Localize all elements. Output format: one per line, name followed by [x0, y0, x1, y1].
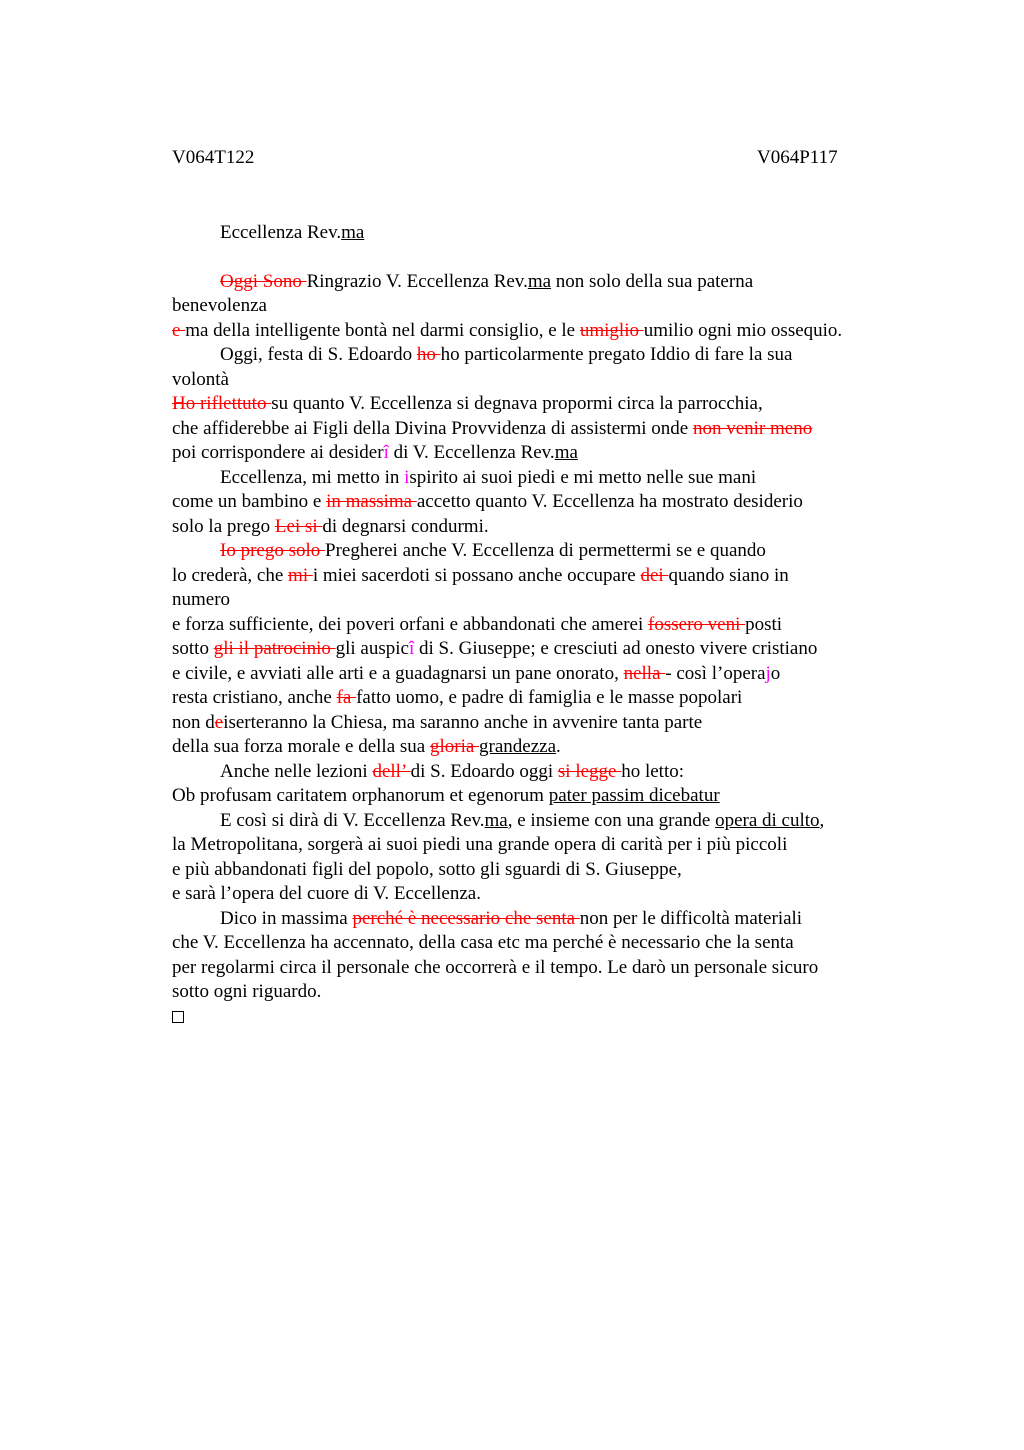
text-segment: umilio ogni mio ossequio. [643, 319, 843, 341]
text-segment: di S. Edoardo oggi [410, 760, 558, 782]
text-line [172, 515, 932, 540]
text-line [172, 809, 932, 834]
text-segment: di S. Giuseppe; e cresciuti ad onesto vivere cristiano [414, 638, 818, 659]
document-code-left: V064T122 [172, 147, 255, 168]
text-segment: sotto [172, 638, 214, 659]
deleted-text: gloria [429, 736, 480, 757]
deleted-text: Lei si [274, 515, 323, 537]
text-segment: , [819, 809, 825, 831]
text-line [172, 392, 932, 417]
text-line [172, 858, 932, 883]
deleted-text: non venir meno [692, 417, 813, 439]
deleted-text: Oggi Sono [220, 270, 307, 292]
deleted-text: Ho riflettuto [172, 393, 272, 414]
text-line [172, 417, 932, 442]
inserted-text: î [383, 442, 389, 463]
inserted-text: j [765, 662, 771, 684]
text-segment: i miei sacerdoti si possano anche occupare [312, 564, 641, 586]
text-segment: e più abbandonati figli del popolo, sotto gli sguardi di S. Giuseppe, [172, 858, 682, 880]
deleted-text: si legge [557, 760, 622, 782]
text-line [172, 907, 932, 932]
text-line [172, 980, 932, 1005]
text-line [172, 588, 932, 613]
text-segment: - così l’opera [665, 662, 766, 684]
text-segment: di degnarsi condurmi. [322, 515, 489, 537]
deleted-text: umiglio [579, 319, 644, 341]
deleted-text: nella [623, 662, 666, 684]
underlined-text: grandezza [479, 736, 557, 757]
text-segment: . [556, 736, 561, 757]
text-line [172, 343, 932, 368]
text-segment: quando siano in [668, 564, 789, 586]
text-segment: numero [172, 589, 231, 610]
text-segment: della sua forza morale e della sua [172, 736, 430, 757]
text-line [172, 882, 932, 907]
text-segment: poi corrispondere ai desider [172, 442, 384, 463]
text-line [172, 735, 932, 760]
underlined-text: ma [527, 270, 552, 292]
text-segment: Ringrazio V. Eccellenza Rev. [306, 270, 528, 292]
text-segment: che V. Eccellenza ha accennato, della casa etc ma perché è necessario che la senta [172, 932, 794, 953]
text-line [172, 637, 932, 662]
deleted-text: perché è necessario che senta [352, 907, 580, 929]
letter-lines [172, 270, 932, 1005]
text-segment: iserteranno la Chiesa, ma saranno anche in avvenire tanta parte [223, 711, 703, 733]
text-segment: e forza sufficiente, dei poveri orfani e abbandonati che amerei [172, 613, 649, 635]
text-line [172, 294, 932, 319]
text-segment: benevolenza [172, 295, 267, 316]
text-segment: o [770, 662, 781, 684]
text-segment: lo crederà, che [172, 564, 289, 586]
greeting-line [172, 221, 932, 246]
text-segment: su quanto V. Eccellenza si degnava propormi circa la parrocchia, [271, 393, 763, 414]
text-segment: Pregherei anche V. Eccellenza di permettermi se e quando [325, 540, 766, 561]
text-line [172, 760, 932, 785]
text-segment: resta cristiano, anche [172, 687, 337, 708]
deleted-text: e [172, 319, 186, 341]
deleted-text: ho [416, 344, 441, 365]
inserted-text: î [408, 638, 415, 659]
text-line [172, 319, 932, 344]
text-segment: di V. Eccellenza Rev. [388, 442, 555, 463]
greeting-suffix: ma [341, 222, 365, 243]
text-segment: ho particolarmente pregato Iddio di fare la sua [440, 344, 793, 365]
inserted-text: i [404, 466, 410, 488]
deleted-text: fa [336, 687, 357, 708]
text-segment: posti [745, 613, 783, 635]
text-line [172, 564, 932, 589]
deleted-text: e [214, 711, 224, 733]
text-line [172, 931, 932, 956]
underlined-text: ma [554, 442, 578, 463]
text-segment: gli auspic [335, 638, 409, 659]
text-segment: ma della intelligente bontà nel darmi consiglio, e le [185, 319, 580, 341]
spacer [172, 246, 932, 270]
text-segment: solo la prego [172, 515, 275, 537]
text-segment: fatto uomo, e padre di famiglia e le masse popolari [356, 687, 743, 708]
text-line [172, 270, 932, 295]
text-segment: e civile, e avviati alle arti e a guadagnarsi un pane onorato, [172, 662, 624, 684]
document-code-right: V064P117 [757, 147, 838, 168]
underlined-text: opera di culto [715, 809, 820, 831]
text-line [172, 956, 932, 981]
text-line [172, 466, 932, 491]
text-segment: accetto quanto V. Eccellenza ha mostrato desiderio [416, 491, 803, 512]
text-segment: volontà [172, 368, 229, 390]
deleted-text: in massima [326, 491, 417, 512]
text-line [172, 613, 932, 638]
greeting-text: Eccellenza Rev. [220, 222, 342, 243]
text-segment: Oggi, festa di S. Edoardo [220, 344, 417, 365]
text-segment: non solo della sua paterna [551, 270, 754, 292]
text-line [172, 441, 932, 466]
text-segment: e sarà l’opera del cuore di V. Eccellenza. [172, 883, 481, 904]
text-segment: per regolarmi circa il personale che occorrerà e il tempo. Le darò un personale sicuro [172, 956, 819, 978]
text-segment: come un bambino e [172, 491, 327, 512]
deleted-text: dell’ [372, 760, 411, 782]
deleted-text: mi [288, 564, 313, 586]
text-segment: spirito ai suoi piedi e mi metto nelle sue mani [409, 466, 757, 488]
deleted-text: Io prego solo [220, 540, 326, 561]
text-line [172, 711, 932, 736]
text-segment: non d [172, 711, 215, 733]
text-segment: che affiderebbe ai Figli della Divina Provvidenza di assistermi onde [172, 417, 693, 439]
text-segment: Anche nelle lezioni [220, 760, 373, 782]
deleted-text: gli il patrocinio [213, 638, 336, 659]
underlined-text: ma [484, 809, 508, 831]
text-segment: sotto ogni riguardo. [172, 981, 322, 1002]
text-segment: , e insieme con una grande [507, 809, 716, 831]
text-segment: la Metropolitana, sorgerà ai suoi piedi una grande opera di carità per i più piccoli [172, 834, 788, 855]
text-line [172, 539, 932, 564]
underlined-text: pater passim dicebatur [548, 785, 720, 806]
deleted-text: dei [640, 564, 669, 586]
text-segment: E così si dirà di V. Eccellenza Rev. [220, 809, 485, 831]
end-box-icon [172, 1011, 184, 1023]
text-line [172, 686, 932, 711]
end-marker-line [172, 1005, 932, 1030]
text-line [172, 490, 932, 515]
text-segment: Eccellenza, mi metto in [220, 466, 405, 488]
text-segment: Dico in massima [220, 907, 353, 929]
text-line [172, 368, 932, 393]
text-line [172, 662, 932, 687]
text-line [172, 784, 932, 809]
text-line [172, 833, 932, 858]
text-segment: non per le difficoltà materiali [579, 907, 803, 929]
deleted-text: fossero veni [648, 613, 746, 635]
text-segment: ho letto: [621, 760, 685, 782]
letter-body [172, 221, 932, 1029]
text-segment: Ob profusam caritatem orphanorum et egenorum [172, 785, 549, 806]
